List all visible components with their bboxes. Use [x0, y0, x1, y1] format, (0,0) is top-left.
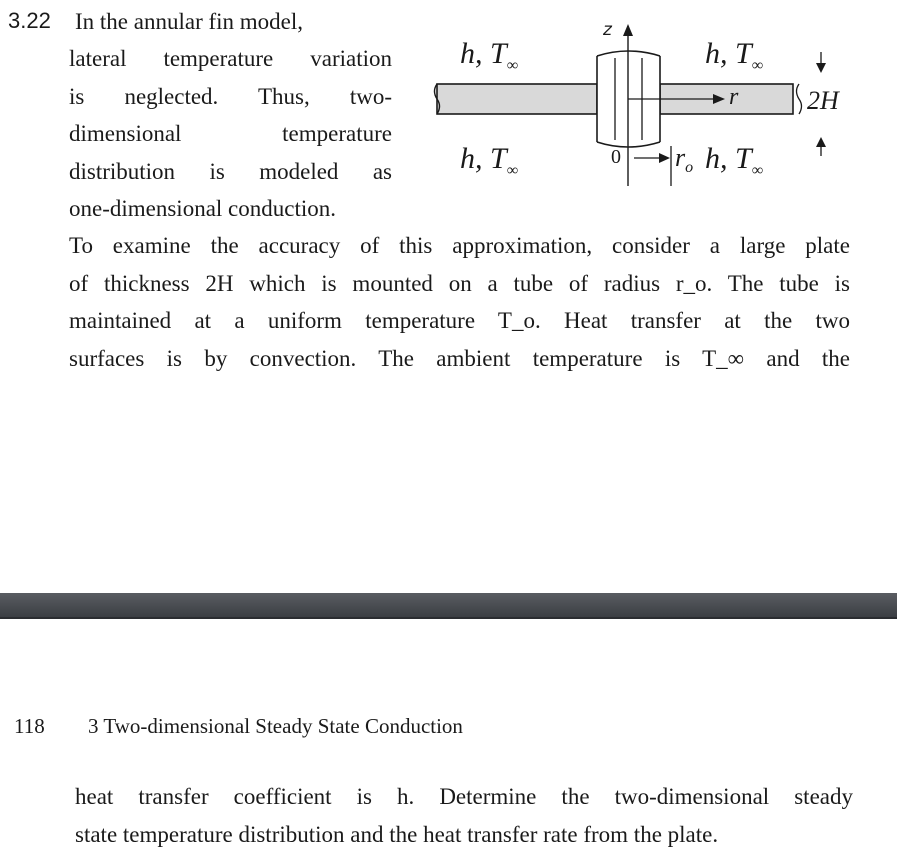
r-axis-label: r	[729, 84, 739, 110]
page-separator	[0, 593, 897, 619]
radius-label: $r_o$	[675, 143, 694, 177]
para-line-2: of thickness 2H which is mounted on a tube of radius r_o. The tube is	[69, 271, 850, 296]
intro-line-3: is neglected. Thus, two-	[69, 84, 392, 109]
intro-line-1: In the annular fin model,	[75, 9, 304, 34]
plate-left	[437, 84, 597, 114]
page-number: 118	[14, 714, 45, 738]
z-axis-arrow	[623, 24, 633, 36]
label-h-bottom-right: h, $T_\infty$	[705, 142, 764, 179]
intro-line-5: distribution is modeled as	[69, 159, 392, 184]
label-h-bottom-left: h, $T_\infty$	[460, 142, 519, 179]
thickness-label: 2H	[807, 86, 839, 115]
chapter-title: 3 Two-dimensional Steady State Conduction	[88, 714, 463, 738]
intro-line-2: lateral temperature variation	[69, 46, 392, 71]
z-axis-label: z	[603, 20, 612, 40]
continued-line-2: state temperature distribution and the heat transfer rate from the plate.	[75, 822, 719, 847]
origin-label: 0	[611, 146, 621, 168]
continued-line-1: heat transfer coefficient is h. Determine the two-dimensional steady	[75, 784, 853, 809]
para-line-1: To examine the accuracy of this approximation, consider a large plate	[69, 233, 850, 258]
para-line-3: maintained at a uniform temperature T_o. Heat transfer at the two	[69, 308, 850, 333]
intro-line-4: dimensional temperature	[69, 121, 392, 146]
para-line-4: surfaces is by convection. The ambient temperature is T_∞ and the	[69, 346, 850, 371]
intro-line-6: one-dimensional conduction.	[69, 196, 336, 221]
label-h-top-left: h, $T_\infty$	[460, 37, 519, 74]
problem-number: 3.22	[8, 8, 51, 33]
annular-fin-diagram	[425, 18, 865, 193]
label-h-top-right: h, $T_\infty$	[705, 37, 764, 74]
